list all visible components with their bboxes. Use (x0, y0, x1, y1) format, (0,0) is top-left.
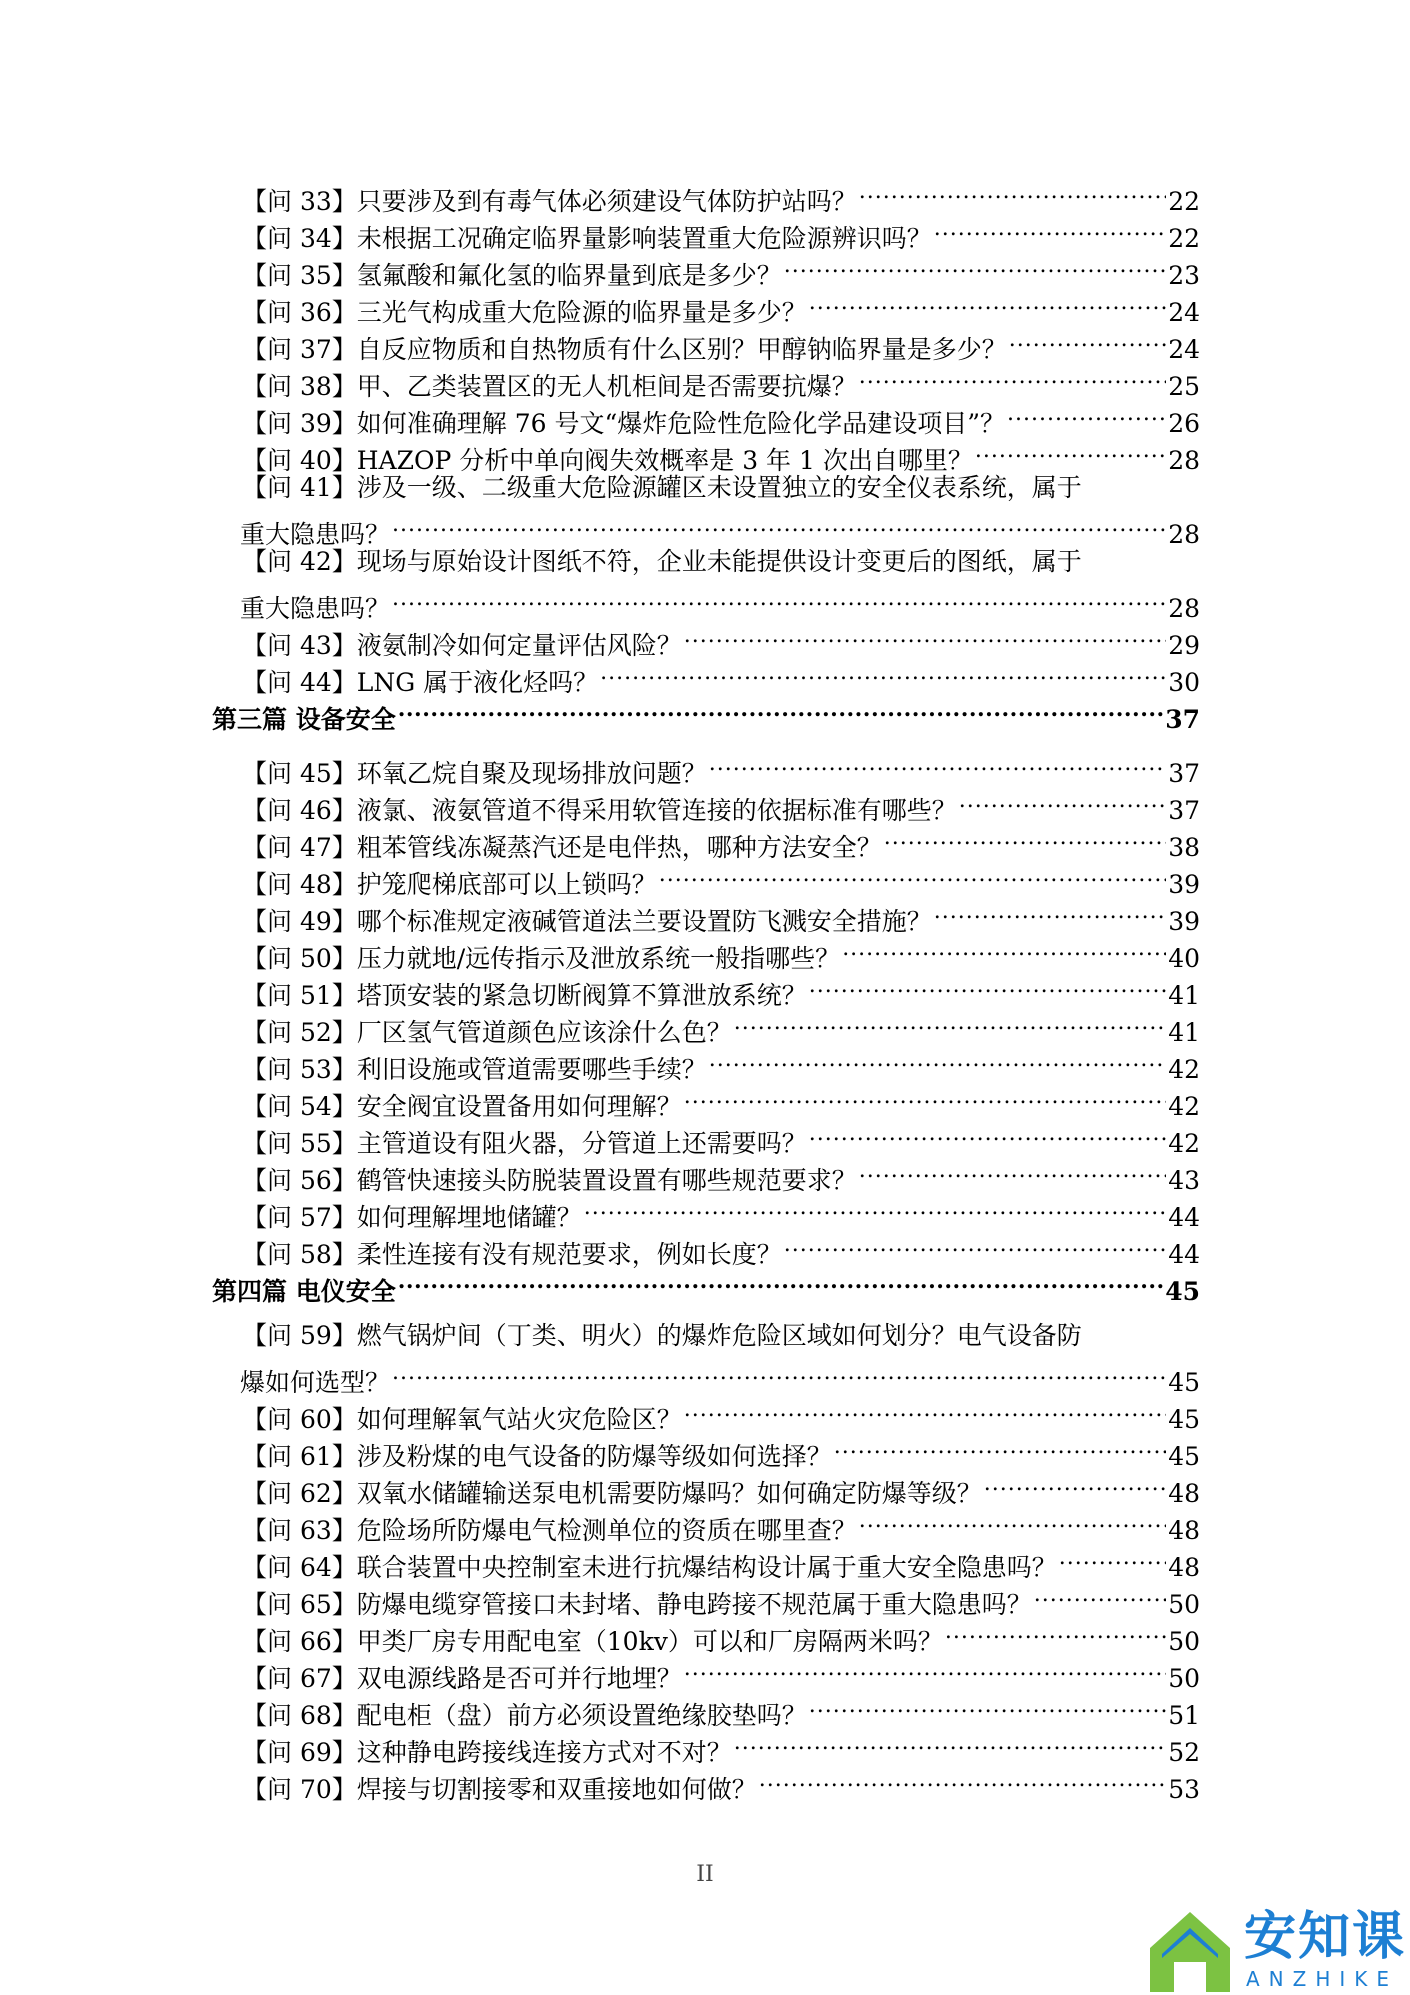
toc-page-number: 48 (1168, 1516, 1200, 1545)
toc-dot-leader (807, 284, 1166, 321)
toc-page-number: 22 (1168, 224, 1200, 253)
toc-dot-leader (782, 247, 1166, 284)
toc-dot-leader (943, 1613, 1166, 1650)
toc-dot-leader (390, 1354, 1166, 1391)
toc-entry-text: 【问 65】防爆电缆穿管接口未封堵、静电跨接不规范属于重大隐患吗？ (242, 1590, 1032, 1619)
toc-dot-leader (707, 1041, 1166, 1078)
toc-line (212, 543, 1200, 580)
toc-page-number: 37 (1165, 705, 1200, 734)
toc-page-number: 42 (1168, 1055, 1200, 1084)
toc-entry-text: 【问 45】环氧乙烷自聚及现场排放问题？ (242, 759, 707, 788)
toc-page-number: 28 (1168, 520, 1200, 549)
toc-dot-leader (840, 930, 1166, 967)
toc-page-number: 25 (1168, 372, 1200, 401)
toc-entry-text: 重大隐患吗？ (240, 520, 391, 549)
toc-dot-leader (396, 691, 1163, 728)
toc-page-number: 22 (1168, 187, 1200, 216)
toc-page-number: 41 (1168, 1018, 1200, 1047)
toc-dot-leader (857, 1152, 1166, 1189)
toc-page-number: 37 (1168, 796, 1200, 825)
toc-entry-text: 【问 37】自反应物质和自热物质有什么区别？甲醇钠临界量是多少？ (242, 335, 1007, 364)
toc-page-number: 44 (1168, 1203, 1200, 1232)
toc-entry-text: 【问 66】甲类厂房专用配电室（10kv）可以和厂房隔两米吗？ (242, 1627, 943, 1656)
toc-entry-text: 【问 35】氢氟酸和氟化氢的临界量到底是多少？ (242, 261, 782, 290)
toc-entry-text: 【问 68】配电柜（盘）前方必须设置绝缘胶垫吗？ (242, 1701, 807, 1730)
house-logo-icon (1148, 1908, 1232, 1994)
toc-entry-text: 【问 49】哪个标准规定液碱管道法兰要设置防飞溅安全措施？ (242, 907, 932, 936)
toc-page-number: 24 (1168, 335, 1200, 364)
toc-entry-text: 【问 70】焊接与切割接零和双重接地如何做？ (242, 1775, 757, 1804)
toc-dot-leader (598, 654, 1166, 691)
toc-dot-leader (1007, 321, 1166, 358)
toc-page-number: 39 (1168, 907, 1200, 936)
toc-dot-leader (932, 210, 1166, 247)
toc-dot-leader (1057, 1539, 1166, 1576)
toc-entry-text: 第三篇 设备安全 (212, 705, 396, 734)
page-number: II (696, 1862, 714, 1887)
toc-entry-text: 【问 46】液氯、液氨管道不得采用软管连接的依据标准有哪些？ (242, 796, 957, 825)
toc-page-number: 28 (1168, 446, 1200, 475)
toc-page-number: 53 (1168, 1775, 1200, 1804)
toc-dot-leader (857, 1502, 1166, 1539)
toc-page-number: 51 (1168, 1701, 1200, 1730)
toc-page-number: 30 (1168, 668, 1200, 697)
toc-page-number: 50 (1168, 1627, 1200, 1656)
toc-line (212, 1317, 1200, 1354)
toc-dot-leader (732, 1724, 1166, 1761)
toc-entry-text: 【问 58】柔性连接有没有规范要求，例如长度？ (242, 1240, 782, 1269)
toc-dot-leader (857, 358, 1166, 395)
toc-entry-text: 【问 57】如何理解埋地储罐？ (242, 1203, 582, 1232)
toc-page-number: 37 (1168, 759, 1200, 788)
toc-page-number: 24 (1168, 298, 1200, 327)
toc-dot-leader (807, 1115, 1166, 1152)
toc-entry-text: 【问 56】鹤管快速接头防脱装置设置有哪些规范要求？ (242, 1166, 857, 1195)
toc-page-number: 45 (1168, 1442, 1200, 1471)
toc-entry-text: 重大隐患吗？ (240, 594, 391, 623)
toc-entry-text: 【问 63】危险场所防爆电气检测单位的资质在哪里查？ (242, 1516, 857, 1545)
toc-dot-leader (390, 580, 1166, 617)
toc-entry-text: 【问 33】只要涉及到有毒气体必须建设气体防护站吗？ (242, 187, 857, 216)
toc-line (212, 506, 1200, 549)
toc-entry-text: 爆如何选型？ (240, 1368, 391, 1397)
toc-question-entry (212, 1317, 1200, 1397)
toc-line (212, 469, 1200, 506)
toc-line (212, 745, 1200, 788)
table-of-contents (212, 173, 1200, 1804)
toc-entry-text: 【问 61】涉及粉煤的电气设备的防爆等级如何选择？ (242, 1442, 832, 1471)
toc-dot-leader (782, 1226, 1166, 1263)
toc-entry-text: 【问 52】厂区氢气管道颜色应该涂什么色？ (242, 1018, 732, 1047)
toc-dot-leader (707, 745, 1166, 782)
toc-line (212, 580, 1200, 623)
toc-entry-text: 【问 59】燃气锅炉间（丁类、明火）的爆炸危险区域如何划分？电气设备防 (242, 1321, 1082, 1350)
toc-question-entry (212, 745, 1200, 788)
toc-dot-leader (932, 893, 1166, 930)
toc-page-number: 42 (1168, 1092, 1200, 1121)
toc-dot-leader (832, 1428, 1166, 1465)
toc-page-number: 48 (1168, 1553, 1200, 1582)
anzhike-logo (1148, 1908, 1410, 1995)
toc-dot-leader (857, 173, 1166, 210)
toc-page-number: 26 (1168, 409, 1200, 438)
toc-dot-leader (682, 1391, 1166, 1428)
toc-page-number: 23 (1168, 261, 1200, 290)
toc-entry-text: 【问 60】如何理解氧气站火灾危险区？ (242, 1405, 682, 1434)
toc-entry-text: 【问 50】压力就地/远传指示及泄放系统一般指哪些？ (242, 944, 841, 973)
toc-dot-leader (1005, 395, 1166, 432)
toc-entry-text: 【问 55】主管道设有阻火器，分管道上还需要吗？ (242, 1129, 807, 1158)
toc-question-entry (212, 173, 1200, 216)
toc-dot-leader (807, 967, 1166, 1004)
toc-entry-text: 【问 36】三光气构成重大危险源的临界量是多少？ (242, 298, 807, 327)
toc-entry-text: 【问 43】液氨制冷如何定量评估风险？ (242, 631, 682, 660)
toc-dot-leader (757, 1761, 1166, 1798)
logo-text-cn: 安知课 (1244, 1907, 1407, 1967)
toc-entry-text: 【问 39】如何准确理解 76 号文“爆炸危险性危险化学品建设项目”？ (242, 409, 1006, 438)
toc-entry-text: 【问 62】双氧水储罐输送泵电机需要防爆吗？如何确定防爆等级？ (242, 1479, 982, 1508)
toc-page-number: 29 (1168, 631, 1200, 660)
toc-dot-leader (682, 1078, 1166, 1115)
toc-entry-text: 【问 51】塔顶安装的紧急切断阀算不算泄放系统？ (242, 981, 807, 1010)
toc-question-entry (212, 543, 1200, 623)
toc-dot-leader (1032, 1576, 1166, 1613)
toc-page-number: 45 (1168, 1405, 1200, 1434)
toc-entry-text: 【问 42】现场与原始设计图纸不符，企业未能提供设计变更后的图纸，属于 (242, 547, 1082, 576)
toc-entry-text: 【问 38】甲、乙类装置区的无人机柜间是否需要抗爆？ (242, 372, 857, 401)
toc-page-number: 38 (1168, 833, 1200, 862)
toc-page-number: 50 (1168, 1590, 1200, 1619)
toc-entry-text: 【问 67】双电源线路是否可并行地埋？ (242, 1664, 682, 1693)
toc-entry-text: 【问 48】护笼爬梯底部可以上锁吗？ (242, 870, 657, 899)
toc-entry-text: 【问 47】粗苯管线冻凝蒸汽还是电伴热，哪种方法安全？ (242, 833, 882, 862)
toc-dot-leader (396, 1263, 1163, 1300)
toc-entry-text: 【问 40】HAZOP 分析中单向阀失效概率是 3 年 1 次出自哪里？ (242, 446, 973, 475)
toc-page-number: 39 (1168, 870, 1200, 899)
toc-page-number: 42 (1168, 1129, 1200, 1158)
toc-entry-text: 【问 34】未根据工况确定临界量影响装置重大危险源辨识吗？ (242, 224, 932, 253)
toc-entry-text: 【问 69】这种静电跨接线连接方式对不对？ (242, 1738, 732, 1767)
toc-page-number: 28 (1168, 594, 1200, 623)
toc-entry-text: 【问 54】安全阀宜设置备用如何理解？ (242, 1092, 682, 1121)
toc-line (212, 173, 1200, 216)
toc-page-number: 48 (1168, 1479, 1200, 1508)
toc-dot-leader (882, 819, 1166, 856)
toc-page-number: 52 (1168, 1738, 1200, 1767)
toc-dot-leader (682, 617, 1166, 654)
toc-entry-text: 【问 64】联合装置中央控制室未进行抗爆结构设计属于重大安全隐患吗？ (242, 1553, 1057, 1582)
toc-page-number: 44 (1168, 1240, 1200, 1269)
toc-entry-text: 【问 41】涉及一级、二级重大危险源罐区未设置独立的安全仪表系统，属于 (242, 473, 1082, 502)
toc-page-number: 45 (1168, 1368, 1200, 1397)
toc-dot-leader (807, 1687, 1166, 1724)
toc-dot-leader (732, 1004, 1166, 1041)
toc-page-number: 45 (1165, 1277, 1200, 1306)
toc-entry-text: 第四篇 电仪安全 (212, 1277, 396, 1306)
toc-entry-text: 【问 53】利旧设施或管道需要哪些手续？ (242, 1055, 707, 1084)
logo-text-en: ANZHIKE (1246, 1967, 1399, 1991)
toc-dot-leader (973, 432, 1166, 469)
toc-dot-leader (682, 1650, 1166, 1687)
toc-page-number: 50 (1168, 1664, 1200, 1693)
toc-entry-text: 【问 44】LNG 属于液化烃吗？ (242, 668, 599, 697)
toc-page-number: 41 (1168, 981, 1200, 1010)
toc-dot-leader (582, 1189, 1166, 1226)
toc-page-number: 43 (1168, 1166, 1200, 1195)
toc-dot-leader (982, 1465, 1166, 1502)
toc-question-entry (212, 469, 1200, 549)
toc-dot-leader (657, 856, 1166, 893)
toc-dot-leader (957, 782, 1166, 819)
toc-dot-leader (390, 506, 1166, 543)
toc-line (212, 1354, 1200, 1397)
toc-page-number: 40 (1168, 944, 1200, 973)
